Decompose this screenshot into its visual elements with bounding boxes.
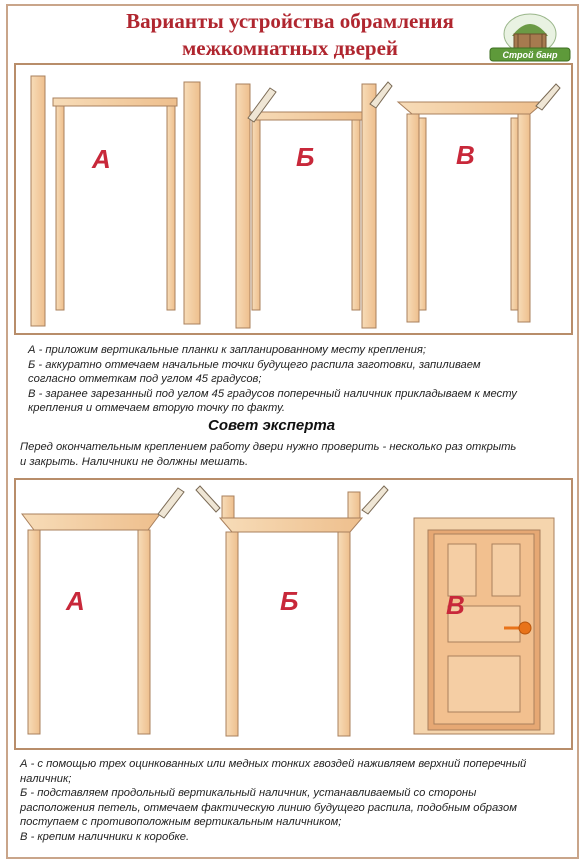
label-b-bottom: Б [280, 586, 299, 616]
description-line: А - приложим вертикальные планки к запланированному месту крепления; [28, 344, 426, 356]
description-line: крепления и отмечаем вторую точку по факту. [28, 402, 286, 414]
frame-variant-a [31, 76, 200, 326]
description-line: Б - подставляем продольный вертикальный наличник, устанавливаемый со стороны [20, 787, 477, 799]
label-v-top: В [456, 140, 475, 170]
description-line: В - крепим наличники к коробке. [20, 830, 190, 843]
pencil-icon [536, 84, 560, 110]
tip-line: Перед окончательным креплением работу двери нужно проверить - несколько раз открыть [20, 441, 517, 453]
description-line: Б - аккуратно отмечаем начальные точки будущего распила заготовки, запиливаем [28, 358, 481, 371]
description-line: В - заранее зарезанный под углом 45 градусов поперечный наличник прикладываем к месту [28, 387, 517, 400]
description-line: согласно отметкам под углом 45 градусов; [28, 373, 262, 385]
title-line-1: Варианты устройства обрамления [126, 9, 454, 33]
tip-line: и закрыть. Наличники не должны мешать. [20, 455, 249, 468]
frame-variant-b [236, 84, 376, 328]
frame-variant-v [398, 102, 544, 322]
description-line: наличник; [20, 772, 72, 785]
expert-tip-heading: Совет эксперта [208, 417, 336, 434]
label-b-top: Б [296, 142, 315, 172]
label-a-top: А [92, 144, 111, 174]
description-line: расположения петель, отмечаем фактическую линию будущего распила, подобным образом [20, 801, 517, 814]
expert-tip-text [20, 440, 575, 469]
logo-text: Строй банр [502, 50, 558, 60]
label-a-bottom: А [66, 586, 85, 616]
description-line: А - с помощью трех оцинкованных или медных тонких гвоздей наживляем верхний поперечный [20, 758, 527, 770]
description-line: поступаем с противоположным вертикальным наличником; [20, 816, 342, 828]
label-v-bottom: В [446, 590, 465, 620]
description-bottom [20, 757, 575, 844]
description-top [28, 343, 573, 416]
title-line-2: межкомнатных дверей [181, 36, 399, 60]
